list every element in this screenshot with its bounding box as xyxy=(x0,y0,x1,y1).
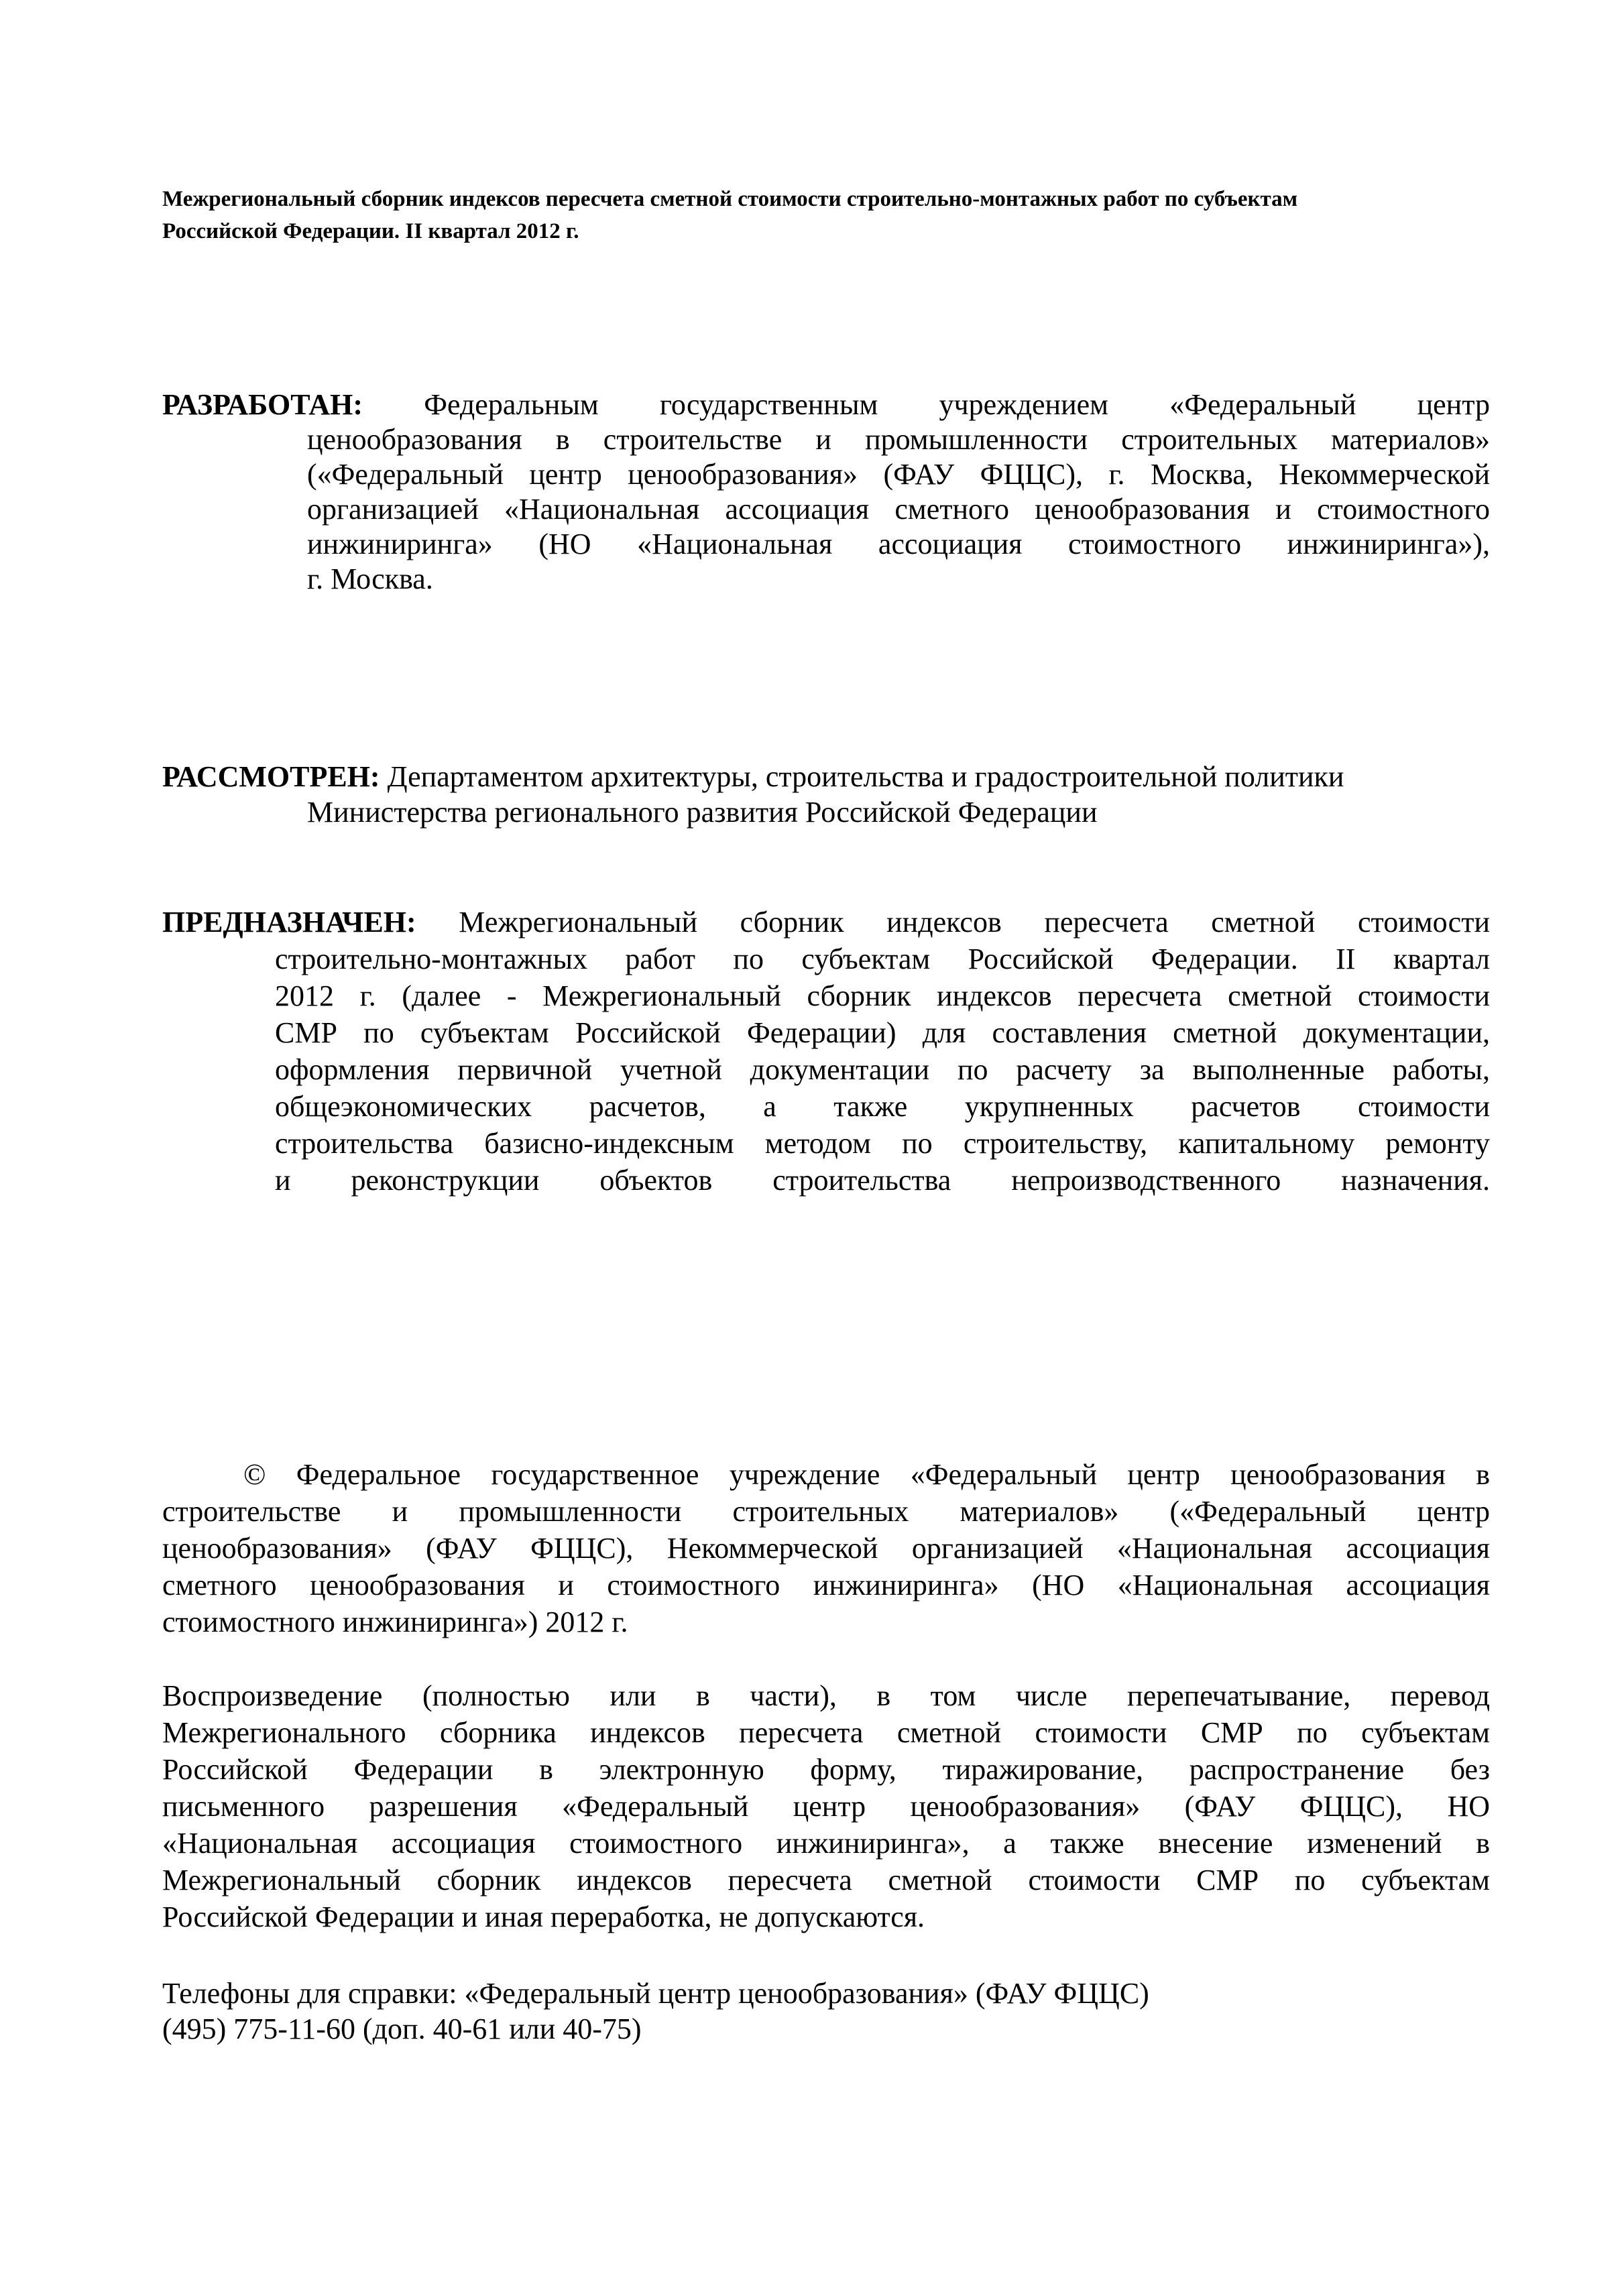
reviewed-label: РАССМОТРЕН: xyxy=(162,760,380,793)
developed-line: г. Москва. xyxy=(307,562,433,595)
intended-line: ПРЕДНАЗНАЧЕН: Межрегиональный сборник индексов пересчета сметной стоимости xyxy=(162,906,1490,939)
contact-phones xyxy=(162,1976,1490,2047)
developed-section xyxy=(162,387,1490,597)
copyright-line: ценообразования» (ФАУ ФЦЦС), Некоммерческой организацией «Национальная ассоциация xyxy=(162,1532,1490,1565)
intended-label: ПРЕДНАЗНАЧЕН: xyxy=(162,906,416,939)
developed-label: РАЗРАБОТАН: xyxy=(162,388,363,421)
intended-line: строительно-монтажных работ по субъектам Российской Федерации. II квартал xyxy=(275,943,1490,975)
reproduction-notice xyxy=(162,1677,1490,1935)
reproduction-line: Российской Федерации и иная переработка, не допускаются. xyxy=(162,1900,925,1933)
reproduction-line: письменного разрешения «Федеральный центр ценообразования» (ФАУ ФЦЦС), НО xyxy=(162,1790,1490,1823)
developed-line: организацией «Национальная ассоциация сметного ценообразования и стоимостного xyxy=(307,493,1490,526)
intended-line: 2012 г. (далее - Межрегиональный сборник индексов пересчета сметной стоимости xyxy=(275,979,1490,1012)
copyright-section xyxy=(162,1456,1490,1640)
title-line: Межрегиональный сборник индексов пересчета сметной стоимости строительно-монтажных работ по субъектам xyxy=(162,187,1298,211)
title-line: Российской Федерации. II квартал 2012 г. xyxy=(162,219,579,243)
reproduction-line: Воспроизведение (полностью или в части), в том числе перепечатывание, перевод xyxy=(162,1679,1490,1712)
reproduction-line: Межрегиональный сборник индексов пересчета сметной стоимости СМР по субъектам xyxy=(162,1864,1490,1896)
copyright-line: © Федеральное государственное учреждение «Федеральный центр ценообразования в xyxy=(243,1458,1490,1491)
intended-line: общеэкономических расчетов, а также укрупненных расчетов стоимости xyxy=(275,1090,1490,1123)
reproduction-line: «Национальная ассоциация стоимостного инжиниринга», а также внесение изменений в xyxy=(162,1827,1490,1860)
developed-line: РАЗРАБОТАН: Федеральным государственным учреждением «Федеральный центр xyxy=(162,388,1490,421)
document-title xyxy=(162,183,1490,247)
reviewed-section xyxy=(162,759,1490,830)
developed-line: ценообразования в строительстве и промышленности строительных материалов» xyxy=(307,423,1490,456)
copyright-line: стоимостного инжиниринга») 2012 г. xyxy=(162,1606,628,1638)
developed-line: («Федеральный центр ценообразования» (ФАУ ФЦЦС), г. Москва, Некоммерческой xyxy=(307,458,1490,491)
intended-line: СМР по субъектам Российской Федерации) для составления сметной документации, xyxy=(275,1016,1490,1049)
reproduction-line: Межрегионального сборника индексов пересчета сметной стоимости СМР по субъектам xyxy=(162,1716,1490,1749)
copyright-line: сметного ценообразования и стоимостного инжиниринга» (НО «Национальная ассоциация xyxy=(162,1569,1490,1602)
intended-section xyxy=(162,904,1490,1199)
intended-line: строительства базисно-индексным методом по строительству, капитальному ремонту xyxy=(275,1127,1490,1160)
developed-line: инжиниринга» (НО «Национальная ассоциация стоимостного инжиниринга»), xyxy=(307,528,1490,560)
reviewed-line: РАССМОТРЕН: Департаментом архитектуры, строительства и градостроительной политики xyxy=(162,760,1344,793)
reviewed-line: Министерства регионального развития Российской Федерации xyxy=(307,796,1098,829)
reproduction-line: Российской Федерации в электронную форму, тиражирование, распространение без xyxy=(162,1753,1490,1786)
copyright-line: строительстве и промышленности строительных материалов» («Федеральный центр xyxy=(162,1495,1490,1528)
phones-line: Телефоны для справки: «Федеральный центр ценообразования» (ФАУ ФЦЦС) xyxy=(162,1977,1149,2010)
phones-line: (495) 775-11-60 (доп. 40-61 или 40-75) xyxy=(162,2012,642,2045)
intended-line: оформления первичной учетной документации по расчету за выполненные работы, xyxy=(275,1053,1490,1086)
intended-line: и реконструкции объектов строительства непроизводственного назначения. xyxy=(275,1164,1490,1197)
